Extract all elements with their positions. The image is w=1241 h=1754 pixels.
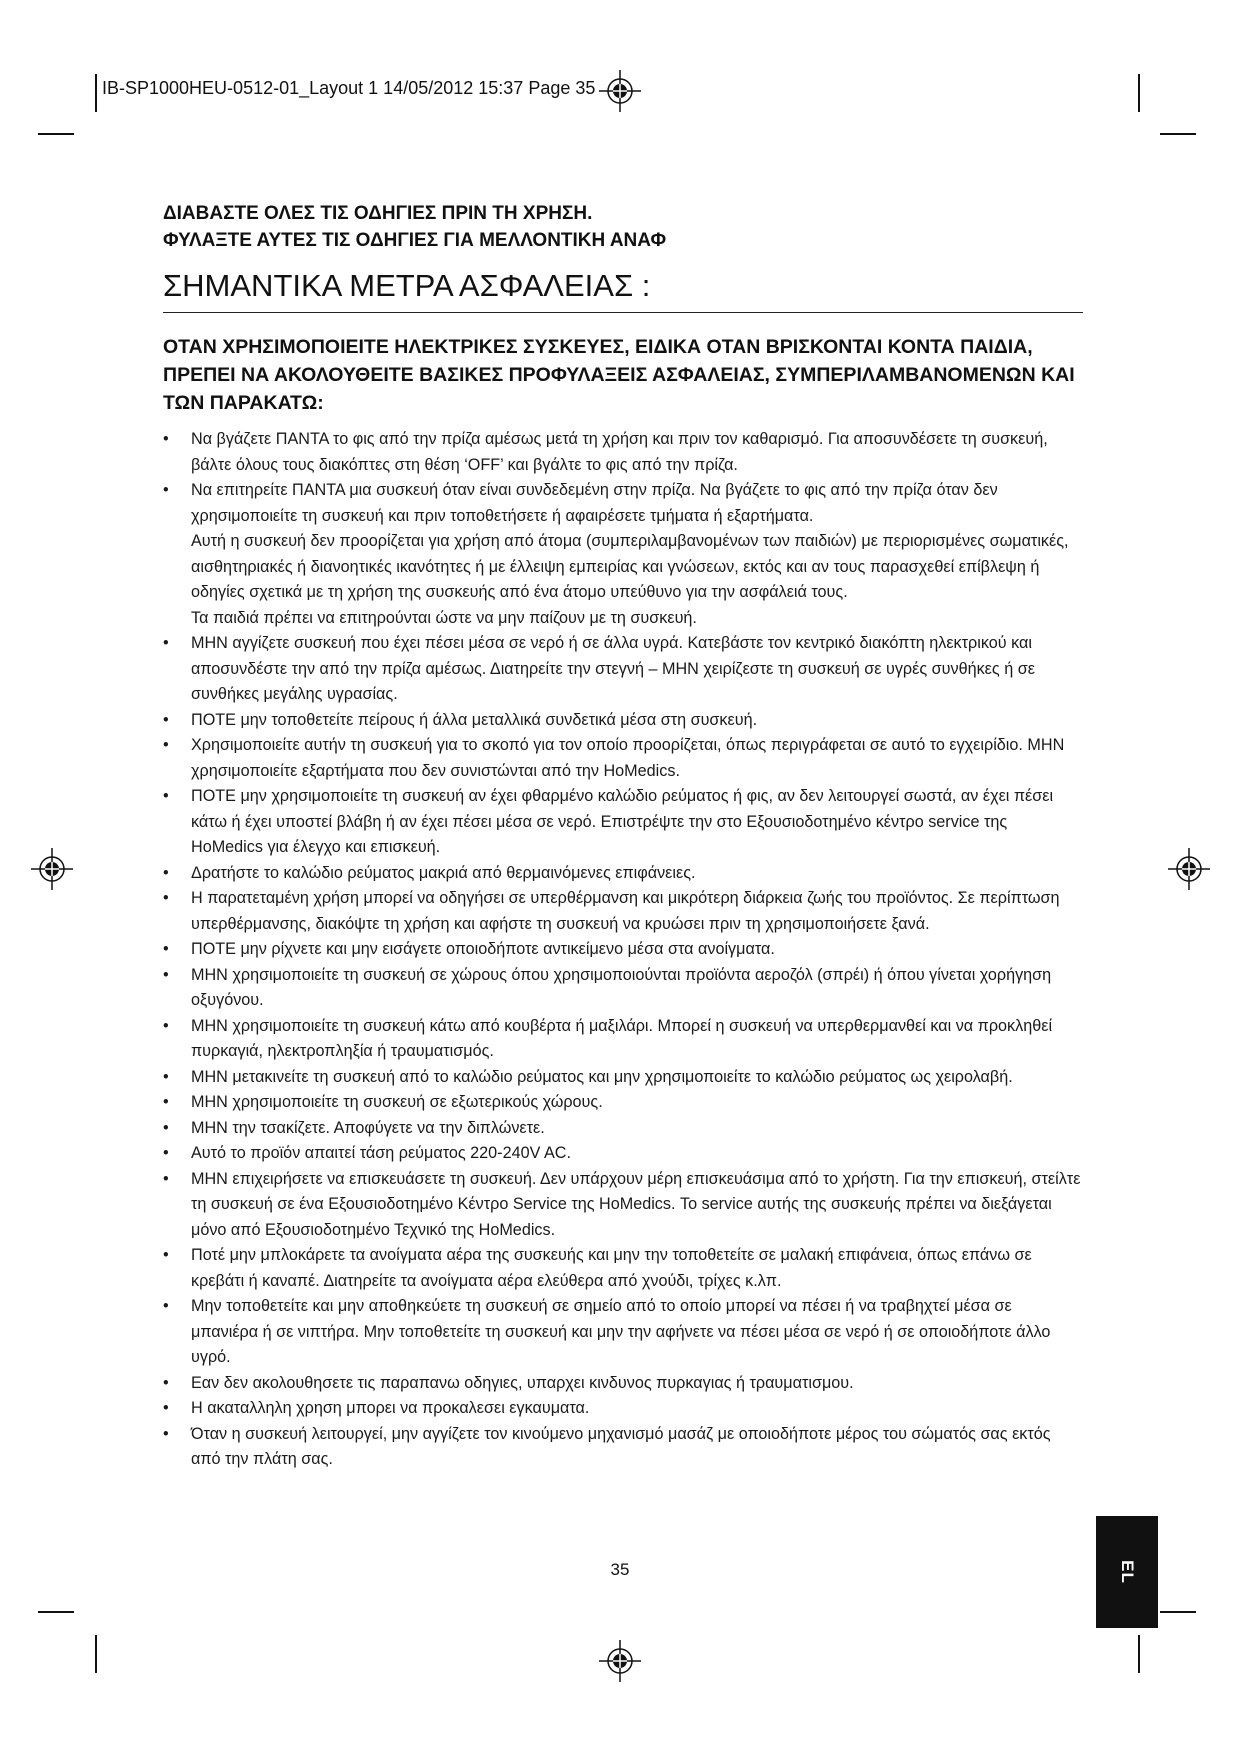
safety-subheading: ΟΤΑΝ ΧΡΗΣΙΜΟΠΟΙΕΙΤΕ ΗΛΕΚΤΡΙΚΕΣ ΣΥΣΚΕΥΕΣ, ΕΙΔΙΚΑ ΟΤΑΝ ΒΡΙΣΚΟΝΤΑΙ ΚΟΝΤΑ ΠΑΙΔΙΑ, ΠΡΕΠΕΙ ΝΑ ΑΚΟΛΟΥΘΕΙΤΕ ΒΑΣΙΚΕΣ ΠΡΟΦΥΛΑΞΕΙΣ ΑΣΦΑΛΕΙΑΣ, ΣΥΜΠΕΡΙΛΑΜΒΑΝΟΜΕΝΩΝ ΚΑΙ ΤΩΝ ΠΑΡΑΚΑΤΩ: [163,336,1075,414]
bullet-icon: • [163,1118,169,1137]
list-item [163,631,1083,708]
list-item-text: Ποτέ μην μπλοκάρετε τα ανοίγματα αέρα της συσκευής και μην την τοποθετείτε σε μαλακή επιφάνεια, όπως επάνω σε κρεβάτι ή καναπέ. Διατηρείτε τα ανοίγματα αέρα ελεύθερα από χνούδι, τρίχες κ.λπ. [191,1246,1032,1290]
list-item [163,861,1083,887]
list-item-text: Χρησιμοποιείτε αυτήν τη συσκευή για το σκοπό για τον οποίο προορίζεται, όπως περιγράφεται σε αυτό το εγχειρίδιο. ΜΗΝ χρησιμοποιείτε εξαρτήματα που δεν συνιστώνται από την HoMedics. [191,736,1065,780]
list-item [163,1167,1083,1244]
crop-mark-bottom-right-h [1160,1611,1196,1613]
list-item [163,427,1083,478]
save-instructions-warning: ΦΥΛΑΞΤΕ ΑΥΤΕΣ ΤΙΣ ΟΔΗΓΙΕΣ ΓΙΑ ΜΕΛΛΟΝΤΙΚΗ ΑΝΑΦ [163,230,667,251]
list-item-text: Αυτή η συσκευή δεν προορίζεται για χρήση από άτομα (συμπεριλαμβανομένων των παιδιών) με περιορισμένες σωματικές, αισθητηριακές ή διανοητικές ικανότητες ή με έλλειψη εμπειρίας και γνώσεων, εκτός και αν τους παρασχεθεί επίβλεψη ή οδηγίες σχετικά με τη χρήση της συσκευής από ένα άτομο υπεύθυνο για την ασφάλειά τους. [191,532,1069,601]
list-item [163,886,1083,937]
read-instructions-warning: ΔΙΑΒΑΣΤΕ ΟΛΕΣ ΤΙΣ ΟΔΗΓΙΕΣ ΠΡΙΝ ΤΗ ΧΡΗΣΗ. [163,203,593,224]
crop-mark-top-right [1138,74,1140,112]
list-item [163,1065,1083,1091]
bullet-icon: • [163,940,169,958]
list-item-text: Όταν η συσκευή λειτουργεί, μην αγγίζετε τον κινούμενο μηχανισμό μασάζ με οποιοδήποτε μέρος του σώματός σας εκτός από την πλάτη σας. [191,1424,1051,1468]
bullet-icon: • [163,710,169,729]
language-tab [1096,1516,1158,1628]
list-item [163,1090,1083,1116]
crop-mark-top-left [95,74,97,112]
list-item [163,1294,1083,1371]
list-item [163,529,1083,606]
list-item [163,478,1083,529]
list-item-text: ΠΟΤΕ μην τοποθετείτε πείρους ή άλλα μεταλλικά συνδετικά μέσα στη συσκευή. [191,710,758,729]
list-item [163,784,1083,861]
list-item [163,1243,1083,1294]
list-item-text: Εαν δεν ακολουθησετε τις παραπανω οδηγιες, υπαρχει κινδυνος πυρκαγιας ή τραυματισμου. [191,1373,854,1392]
list-item [163,708,1083,734]
registration-mark-top-icon [599,70,641,112]
bullet-icon: • [163,1016,169,1035]
list-item-text: Μην τοποθετείτε και μην αποθηκεύετε τη συσκευή σε σημείο από το οποίο μπορεί να πέσει ή να τραβηχτεί μέσα σε μπανιέρα ή σε νιπτήρα. Μην τοποθετείτε τη συσκευή και μην την αφήνετε να πέσει μέσα σε νερό ή σε οποιοδήποτε άλλο υγρό. [191,1297,1051,1366]
print-slug: IB-SP1000HEU-0512-01_Layout 1 14/05/2012 15:37 Page 35 [102,78,596,98]
list-item [163,1422,1083,1473]
list-item [163,937,1083,963]
list-item [163,1014,1083,1065]
list-item-text: Η ακαταλληλη χρηση μπορει να προκαλεσει εγκαυματα. [191,1399,590,1417]
list-item-text: ΜΗΝ επιχειρήσετε να επισκευάσετε τη συσκευή. Δεν υπάρχουν μέρη επισκευάσιμα από το χρήστη. Για την επισκευή, στείλτε τη συσκευή σε ένα Εξουσιοδοτημένο Κέντρο Service της HoMedics. Το service αυτής της συσκευής πρέπει να διεξάγεται μόνο από Εξουσιοδοτημένο Τεχνικό της HoMedics. [191,1169,1081,1239]
bullet-icon: • [163,1169,169,1188]
crop-mark-top-right-h [1160,133,1196,135]
bullet-icon: • [163,1424,169,1443]
list-item-text: ΜΗΝ χρησιμοποιείτε τη συσκευή κάτω από κουβέρτα ή μαξιλάρι. Μπορεί η συσκευή να υπερθερμανθεί και να προκληθεί πυρκαγιά, ηλεκτροπληξία ή τραυματισμός. [191,1016,1053,1060]
list-item-text: Να επιτηρείτε ΠΑΝΤΑ μια συσκευή όταν είναι συνδεδεμένη στην πρίζα. Να βγάζετε το φις από την πρίζα όταν δεν χρησιμοποιείτε τη συσκευή και πριν τοποθετήσετε ή αφαιρέσετε τμήματα ή εξαρτήματα. [191,481,998,525]
bullet-icon: • [163,863,169,882]
list-item-text: ΠΟΤΕ μην ρίχνετε και μην εισάγετε οποιοδήποτε αντικείμενο μέσα στα ανοίγματα. [191,940,775,958]
registration-mark-bottom-icon [599,1640,641,1682]
list-item-text: Δρατήστε το καλώδιο ρεύματος μακριά από θερμαινόμενες επιφάνειες. [191,863,696,882]
list-item [163,1116,1083,1142]
list-item-text: Η παρατεταμένη χρήση μπορεί να οδηγήσει σε υπερθέρμανση και μικρότερη διάρκεια ζωής του προϊόντος. Σε περίπτωση υπερθέρμανσης, διακόψτε τη χρήση και αφήστε τη συσκευή να κρυώσει πριν τη χρησιμοποιήσετε ξανά. [191,889,1060,933]
crop-mark-bottom-left-h [38,1611,74,1613]
bullet-icon: • [163,965,169,984]
list-item-text: Τα παιδιά πρέπει να επιτηρούνται ώστε να μην παίζουν με τη συσκευή. [191,608,697,627]
crop-mark-bottom-left [95,1635,97,1673]
bullet-icon: • [163,481,169,499]
list-item-text: ΜΗΝ χρησιμοποιείτε τη συσκευή σε εξωτερικούς χώρους. [191,1093,603,1111]
safety-list [163,427,1083,1473]
bullet-icon: • [163,1246,169,1264]
list-item-text: Αυτό το προϊόν απαιτεί τάση ρεύματος 220-240V AC. [191,1144,571,1162]
registration-mark-right-icon [1168,848,1210,890]
list-item [163,606,1083,632]
registration-mark-left-icon [31,848,73,890]
list-item [163,733,1083,784]
list-item [163,1371,1083,1397]
bullet-icon: • [163,1067,169,1086]
bullet-icon: • [163,634,169,652]
list-item-text: ΜΗΝ χρησιμοποιείτε τη συσκευή σε χώρους όπου χρησιμοποιούνται προϊόντα αεροζόλ (σπρέι) ή όπου γίνεται χορήγηση οξυγόνου. [191,965,1052,1009]
list-item-text: ΜΗΝ μετακινείτε τη συσκευή από το καλώδιο ρεύματος και μην χρησιμοποιείτε το καλώδιο ρεύματος ως χειρολαβή. [191,1067,1013,1086]
list-item [163,1396,1083,1422]
list-item-text: ΜΗΝ αγγίζετε συσκευή που έχει πέσει μέσα σε νερό ή σε άλλα υγρά. Κατεβάστε τον κεντρικό διακόπτη ηλεκτρικού και αποσυνδέστε την από την πρίζα αμέσως. Διατηρείτε την στεγνή – ΜΗΝ χειρίζεστε τη συσκευή σε υγρές συνθήκες ή σε συνθήκες μεγάλης υγρασίας. [191,634,1035,703]
bullet-icon: • [163,1093,169,1111]
list-item-text: ΠΟΤΕ μην χρησιμοποιείτε τη συσκευή αν έχει φθαρμένο καλώδιο ρεύματος ή φις, αν δεν λειτουργεί σωστά, αν έχει πέσει κάτω ή έχει υποστεί βλάβη ή αν έχει πέσει μέσα σε νερό. Επιστρέψτε την στο Εξουσιοδοτημένο κέντρο service της HoMedics για έλεγχο και επισκευή. [191,787,1054,856]
list-item-text: Να βγάζετε ΠΑΝΤΑ το φις από την πρίζα αμέσως μετά τη χρήση και πριν τον καθαρισμό. Για αποσυνδέσετε τη συσκευή, βάλτε όλους τους διακόπτες στη θέση ‘OFF’ και βγάλτε το φις από την πρίζα. [191,430,1048,474]
bullet-icon: • [163,1373,169,1392]
bullet-icon: • [163,736,169,754]
bullet-icon: • [163,1297,169,1315]
bullet-icon: • [163,787,169,805]
crop-mark-bottom-right [1138,1635,1140,1673]
crop-mark-top-left-h [38,133,74,135]
bullet-icon: • [163,1144,169,1162]
bullet-icon: • [163,889,169,907]
page-title: ΣΗΜΑΝΤΙΚΑ ΜΕΤΡΑ ΑΣΦΑΛΕΙΑΣ : [163,266,1083,313]
safety-section [163,200,1083,1473]
language-tab-label: EL [1117,1560,1137,1584]
bullet-icon: • [163,430,169,448]
page-number: 35 [610,1560,630,1579]
bullet-icon: • [163,1399,169,1417]
list-item [163,1141,1083,1167]
list-item [163,963,1083,1014]
list-item-text: ΜΗΝ την τσακίζετε. Αποφύγετε να την διπλώνετε. [191,1118,545,1137]
